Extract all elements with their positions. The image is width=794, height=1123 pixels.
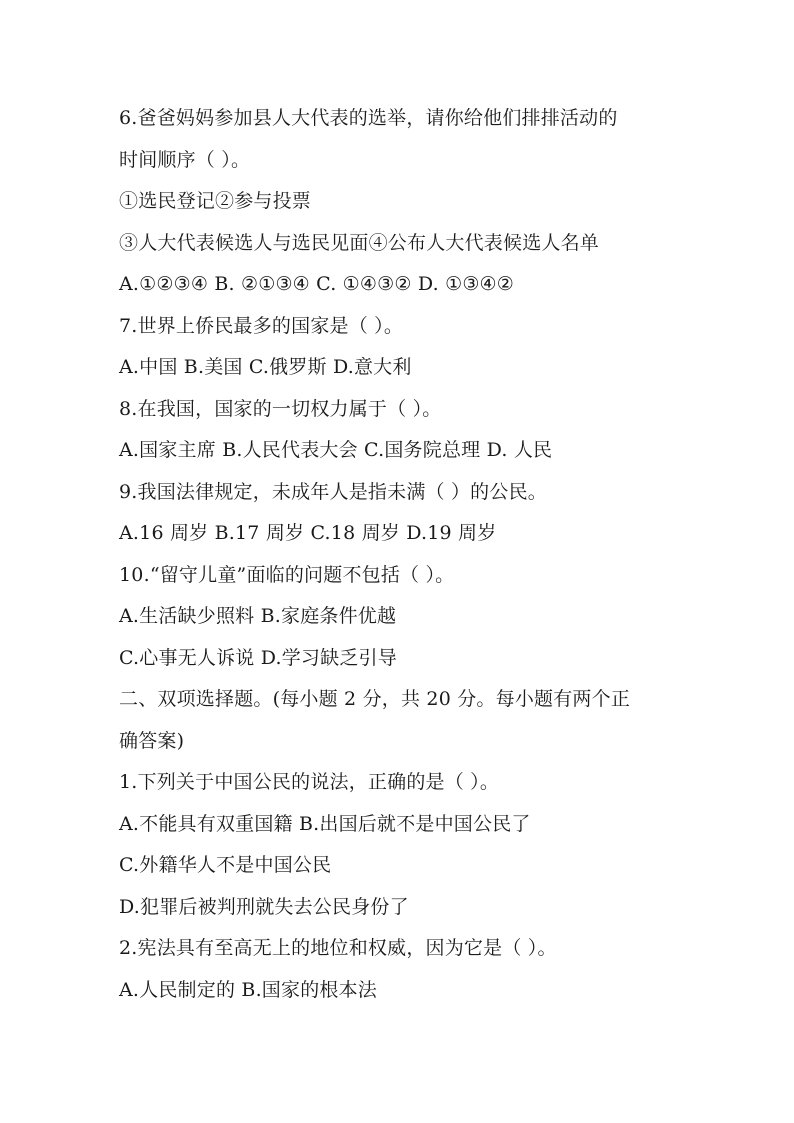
question-8-options: A.国家主席 B.人民代表大会 C.国务院总理 D. 人民 <box>119 439 553 461</box>
question-10-options-2: C.心事无人诉说 D.学习缺乏引导 <box>119 646 397 669</box>
section-2-heading-line-1: 二、双项选择题。(每小题 2 分，共 20 分。每小题有两个正 <box>119 688 631 710</box>
question-6-step-list-2: ③人大代表候选人与选民见面④公布人大代表候选人名单 <box>119 231 600 254</box>
question-6-options: A.①②③④ B. ②①③④ C. ①④③② D. ①③④② <box>119 273 515 295</box>
question-9-options: A.16 周岁 B.17 周岁 C.18 周岁 D.19 周岁 <box>119 522 497 544</box>
question-6-stem-line-1: 6.爸爸妈妈参加县人大代表的选举，请你给他们排排活动的 <box>119 107 618 129</box>
question-6-stem-line-2: 时间顺序（ ）。 <box>119 148 251 171</box>
section-2-question-2-stem: 2.宪法具有至高无上的地位和权威，因为它是（ ）。 <box>119 937 557 959</box>
section-2-question-1-option-c: C.外籍华人不是中国公民 <box>119 854 332 876</box>
section-2-heading-line-2: 确答案) <box>119 729 185 752</box>
question-6-step-list-1: ①选民登记②参与投票 <box>119 190 312 212</box>
question-9-stem: 9.我国法律规定，未成年人是指未满（ ）的公民。 <box>119 480 547 503</box>
question-7-stem: 7.世界上侨民最多的国家是（ ）。 <box>119 314 404 337</box>
exam-content <box>119 98 679 1011</box>
section-2-question-1-options-ab: A.不能具有双重国籍 B.出国后就不是中国公民了 <box>119 812 531 835</box>
section-2-question-1-stem: 1.下列关于中国公民的说法，正确的是（ ）。 <box>119 771 500 793</box>
section-2-question-1-option-d: D.犯罪后被判刑就失去公民身份了 <box>119 895 409 918</box>
question-7-options: A.中国 B.美国 C.俄罗斯 D.意大利 <box>119 356 412 378</box>
question-10-stem: 10.“留守儿童”面临的问题不包括（ ）。 <box>119 563 455 586</box>
question-10-options-1: A.生活缺少照料 B.家庭条件优越 <box>119 605 397 627</box>
section-2-question-2-options-ab: A.人民制定的 B.国家的根本法 <box>119 978 378 1001</box>
question-8-stem: 8.在我国，国家的一切权力属于（ ）。 <box>119 397 442 420</box>
